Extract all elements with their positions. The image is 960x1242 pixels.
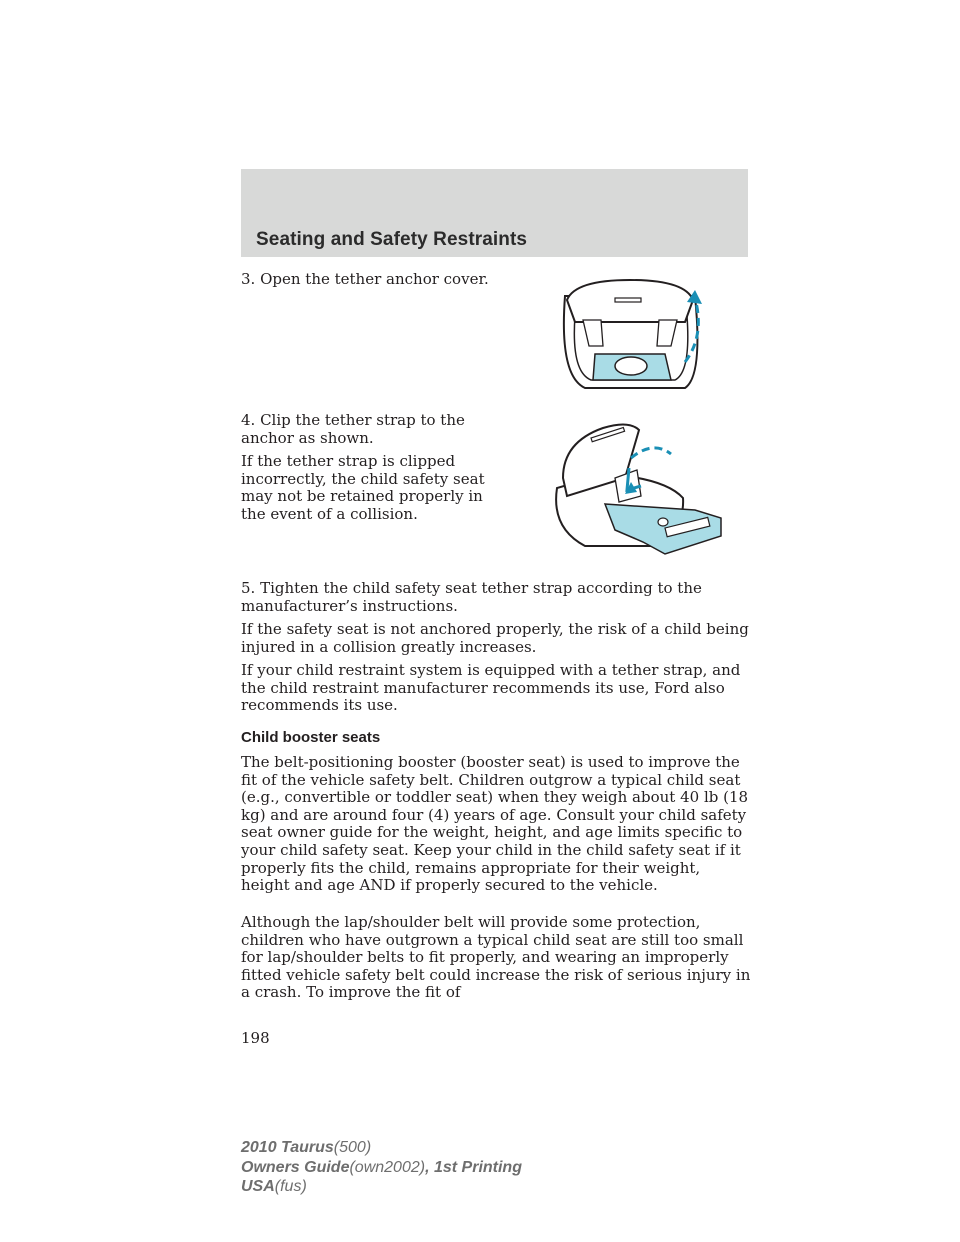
tether-strap-clip-illustration [545,418,725,558]
step-4-text: 4. Clip the tether strap to the anchor as shown. [241,411,465,447]
print-footer [241,1138,522,1197]
step-4-warning-text: If the tether strap is clipped incorrectly, the child safety seat may not be retained properly in the event of a collision. [241,452,485,523]
tether-anchor-cover-open-illustration [545,276,715,396]
section-header-band [241,169,748,257]
footer-market: USA [241,1178,275,1195]
footer-printing: , 1st Printing [425,1158,522,1176]
footer-model-code: (500) [333,1139,372,1156]
booster-paragraph-1: The belt-positioning booster (booster seat) is used to improve the fit of the vehicle safety belt. Children outgrow a typical child seat (e.g., convertible or toddler seat) when they weigh about 40 lb (18 kg) and are around four (4) years of age. Consult your child safety seat owner guide for the weight, height, and age limits specific to your child safety seat. Keep your child in the child safety seat if it properly fits the child, remains appropriate for their weight, height and age AND if properly secured to the vehicle. [241,753,749,895]
tether-recommendation-paragraph: If your child restraint system is equipped with a tether strap, and the child restraint manufacturer recommends its use, Ford also recommends its use. [241,661,741,715]
booster-paragraph-2: Although the lap/shoulder belt will provide some protection, children who have outgrown a typical child seat are still too small for lap/shoulder belts to fit properly, and wearing an improperly fitted vehicle safety belt could increase the risk of serious injury in a crash. To improve the fit of [241,913,751,1002]
anchor-warning-paragraph: If the safety seat is not anchored properly, the risk of a child being injured in a collision greatly increases. [241,620,749,656]
step-3-text: 3. Open the tether anchor cover. [241,270,489,288]
footer-guide-code: (own2002) [349,1158,426,1176]
footer-model: 2010 Taurus [241,1139,334,1156]
page-number: 198 [241,1029,270,1047]
footer-market-code: (fus) [274,1178,307,1195]
footer-guide: Owners Guide [241,1158,350,1176]
booster-seats-heading: Child booster seats [241,729,381,746]
section-title: Seating and Safety Restraints [256,229,528,250]
step-5-text: 5. Tighten the child safety seat tether strap according to the manufacturer’s instructions. [241,579,702,615]
